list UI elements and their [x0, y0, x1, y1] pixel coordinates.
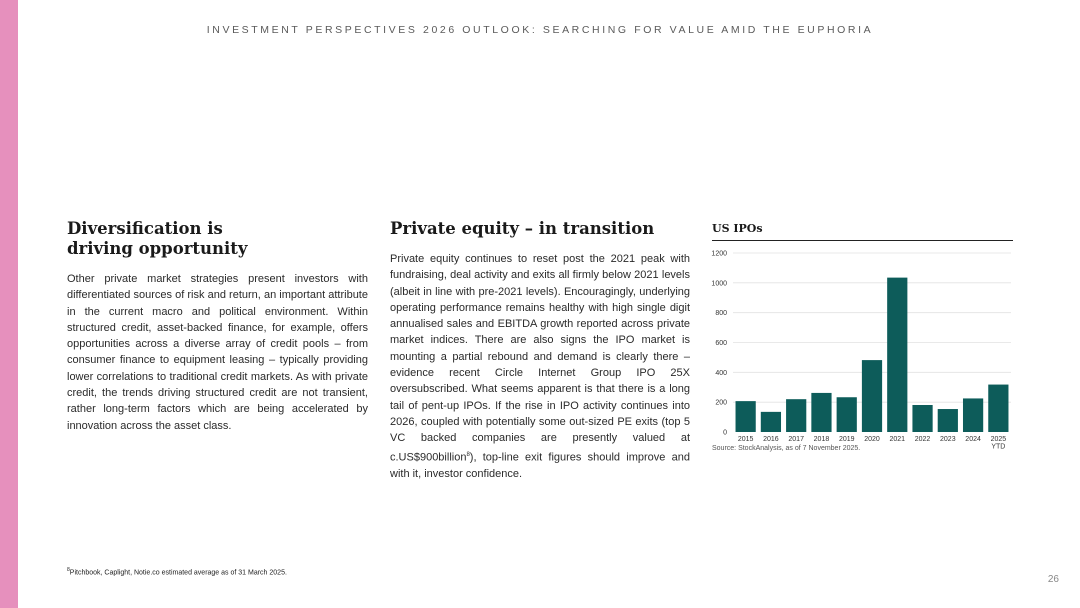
x-tick-label: 2025 — [990, 436, 1007, 443]
left-column — [67, 219, 368, 434]
middle-body-part-2: ), top-line exit figures should improve and with it, investor confidence. — [390, 451, 690, 480]
middle-heading: Private equity – in transition — [390, 219, 655, 238]
y-tick-label: 400 — [715, 369, 727, 377]
y-tick-label: 800 — [715, 310, 727, 318]
footnote — [67, 567, 287, 576]
y-tick-label: 0 — [723, 429, 727, 437]
footnote-reference: 8 — [466, 451, 470, 458]
side-accent-stripe — [0, 0, 18, 608]
y-tick-label: 200 — [715, 399, 727, 407]
bar-2024 — [963, 398, 983, 432]
x-tick-label: 2017 — [788, 436, 804, 443]
left-heading: Diversification is driving opportunity — [67, 219, 248, 258]
footnote-marker: 8 — [67, 567, 70, 573]
chart-source: Source: StockAnalysis, as of 7 November 2025. — [712, 445, 861, 452]
bar-2020 — [862, 360, 882, 432]
bar-2018 — [811, 393, 831, 432]
footnote-text: Pitchbook, Caplight, Notie.co estimated average as of 31 March 2025. — [69, 569, 287, 577]
document-header-title: INVESTMENT PERSPECTIVES 2026 OUTLOOK: SEARCHING FOR VALUE AMID THE EUPHORIA — [206, 24, 874, 36]
bar-2019 — [837, 397, 857, 432]
x-tick-label: YTD — [991, 443, 1006, 451]
x-tick-label: 2018 — [813, 436, 830, 443]
x-tick-label: 2024 — [965, 436, 981, 443]
bar-2025-ytd — [988, 385, 1008, 432]
chart-column — [712, 222, 1013, 452]
y-tick-label: 1200 — [711, 250, 727, 258]
bar-2016 — [761, 412, 781, 432]
middle-body-part-1: Private equity continues to reset post the 2021 peak with fundraising, deal activity and exits all firmly below 2021 levels (albeit in line with pre-2021 levels). Encouragingly, underlying operating performance remains healthy with high single digit annualised sales and EBITDA growth reported across private market indices. There are also signs the IPO market is mounting a partial rebound and demand is clearly there – evidence recent Circle Internet Group IPO 25X oversubscribed. What seems apparent is that there is a long tail of pent-up IPOs. If the rise in IPO activity continues into 2026, coupled with potentially some out-sized PE exits (top 5 VC backed companies are presently valued at c.US$900billion — [390, 253, 690, 464]
bar-2015 — [736, 401, 756, 432]
x-tick-label: 2021 — [889, 436, 906, 443]
bar-2022 — [912, 405, 932, 432]
left-body-text: Other private market strategies present investors with differentiated sources of risk and return, an important attribute in the current macro and political environment. Within structured credit, asset-backed finance, for example, offers opportunities across a diverse array of credit pools – from consumer finance to equipment leasing – typically providing lower correlations to traditional credit markets. As with private credit, the trends driving structured credit are not transient, rather long-term factors which are being accelerated by innovation across the asset class. — [67, 273, 368, 432]
x-tick-label: 2019 — [838, 436, 855, 443]
x-tick-label: 2022 — [914, 436, 931, 443]
x-tick-label: 2016 — [763, 436, 779, 443]
chart-title: US IPOs — [712, 222, 1013, 241]
middle-column — [390, 219, 690, 482]
bar-2021 — [887, 278, 907, 432]
x-tick-label: 2020 — [864, 436, 880, 443]
bar-2023 — [938, 409, 958, 432]
middle-body-text — [390, 251, 690, 482]
bar-2017 — [786, 399, 806, 432]
page-number: 26 — [1047, 574, 1059, 585]
y-tick-label: 600 — [715, 340, 727, 347]
y-tick-label: 1000 — [711, 280, 727, 288]
x-tick-label: 2023 — [940, 436, 956, 443]
x-tick-label: 2015 — [737, 436, 754, 443]
